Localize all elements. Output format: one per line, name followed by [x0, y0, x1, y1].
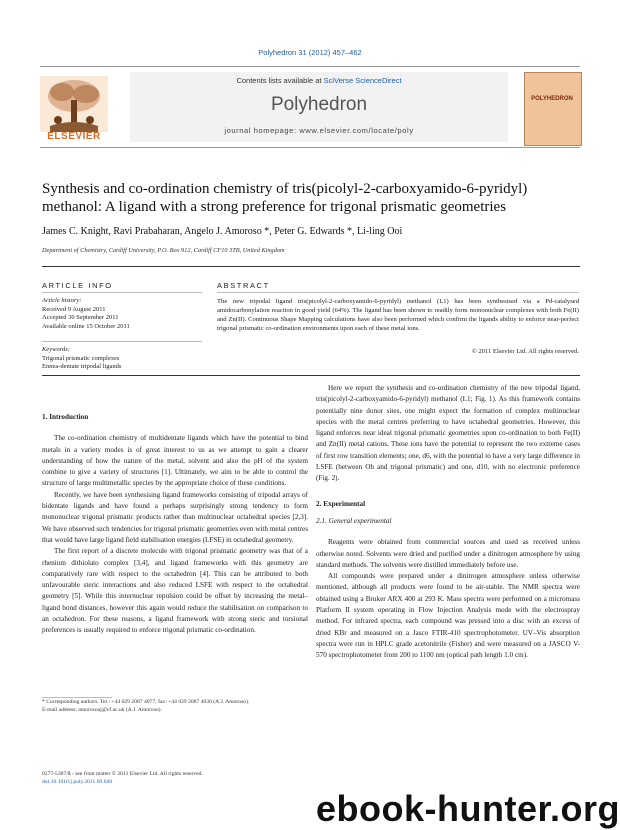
body-paragraph: The co-ordination chemistry of multidentate ligands which have the potential to bind metals in a variety modes is of great interest to us as we attempt to gain a clearer understanding of how the nature of the metal, solvent and also the pH of the system combine to give a variety of structures [1]. Ultimately, we aim to be able to control the structure of large multimetallic species by the appropriate choice of these conditions. — [42, 434, 308, 488]
general-experimental-subheading: 2.1. General experimental — [316, 516, 392, 525]
article-info-rule — [42, 292, 202, 293]
right-column — [316, 383, 580, 662]
body-paragraph: Here we report the synthesis and co-ordination chemistry of the new tripodal ligand, tris(picolyl-2-carboxyamido-6-pyridyl) methanol (L1; Fig. 1). As this framework contains potentially nine donor sites, one might expect the formation of complex multinuclear species with the metal centres preferring to have octahedral geometries. However, this ligand enforces near ideal trigonal prismatic geometries upon co-ordination to both Fe(II) and Zn(II) metal cations. These ions have the potential to represent the two extreme cases of first row transition elements; one, d6, with the potential to have a very large difference in LSFE (between Oh and trigonal prismatic) and one, d10, with no electronic preference (Fig. 2). — [316, 384, 580, 483]
issn-line: 0277-5387/$ - see front matter © 2011 Elsevier Ltd. All rights reserved. — [42, 771, 203, 777]
corresponding-author-note: * Corresponding authors. Tel.: +44 029 2087 4077; fax: +44 029 2087 4030 (A.J. Amoroso). — [42, 699, 250, 705]
contents-line — [130, 76, 508, 85]
body-paragraph: Reagents were obtained from commercial sources and used as received unless otherwise noted. Solvents were dried and purified under a dinitrogen atmosphere by using standard methods. The solvents were distilled immediately before use. — [316, 538, 580, 569]
abstract-rule — [217, 292, 579, 293]
keyword: Ennea-dentate tripodal ligands — [42, 363, 122, 371]
body-paragraph: The first report of a discrete molecule with trigonal prismatic geometry was that of a rhenium dithiolato complex [3,4], and ligand frameworks with this geometry are comparatively rare with respect to the octahedron [4]. This can be attributed to both unfavourable steric interactions and also reduced LSFE with respect to the octahedral geometry [5]. While this internuclear repulsion could be offset by increasing the metal–ligand bond distances, however this again would reduce the stabilisation on comparison to an octahedron. For these reasons, a ligand framework with strong steric and torsional preferences is usually required to enforce trigonal prismatic co-ordination. — [42, 547, 308, 635]
keywords-rule — [42, 341, 202, 342]
front-matter — [42, 770, 308, 786]
email-note: E-mail address: amorosoaj@cf.ac.uk (A.J. Amoroso). — [42, 707, 162, 713]
journal-title: Polyhedron — [270, 94, 368, 115]
experimental-heading: 2. Experimental — [316, 499, 366, 508]
journal-cover-thumbnail — [524, 72, 582, 146]
introduction-heading: 1. Introduction — [42, 413, 89, 421]
doi-link[interactable]: doi:10.1016/j.poly.2011.09.040 — [42, 779, 113, 785]
article-title: Synthesis and co-ordination chemistry of tris(picolyl-2-carboxyamido-6-pyridyl) methanol: A ligand with a strong preference for trigonal prismatic geometries — [42, 181, 528, 215]
accepted-date: Accepted 30 September 2011 — [42, 314, 119, 322]
online-date: Available online 15 October 2011 — [42, 322, 130, 330]
abstract-heading: ABSTRACT — [217, 281, 270, 290]
article-history — [42, 297, 202, 331]
abstract-copyright: © 2011 Elsevier Ltd. All rights reserved. — [471, 348, 579, 355]
abstract-text: The new tripodal ligand tris(picolyl-2-carboxyamido-6-pyridyl) methanol (L1) has been synthesised via a Pd-catalysed amidocarbonylation reaction in good yield (64%). The ligand has been shown to readily form mononuclear complexes with both Fe(II) and Zn(II). Continuous Shape Mapping calculations have also been performed which confirm the ligands ability to enforce near-perfect trigonal prismatic co-ordination environments upon each of these metal ions. — [217, 298, 579, 332]
received-date: Received 9 August 2011 — [42, 305, 106, 313]
journal-citation[interactable]: Polyhedron 31 (2012) 457–462 — [258, 48, 362, 57]
article-authors: James C. Knight, Ravi Prabaharan, Angelo J. Amoroso *, Peter G. Edwards *, Li-ling Ooi — [42, 226, 403, 237]
article-info-heading: ARTICLE INFO — [42, 281, 113, 290]
history-label: Article history: — [42, 297, 82, 304]
section-divider — [42, 375, 580, 376]
publisher-name: ELSEVIER — [47, 131, 101, 142]
contents-prefix: Contents lists available at — [236, 76, 324, 85]
footnotes — [42, 698, 308, 714]
journal-homepage[interactable]: journal homepage: www.elsevier.com/locate/poly — [224, 126, 414, 135]
article-affiliation: Department of Chemistry, Cardiff University, P.O. Box 912, Cardiff CF10 3TB, United Kingdom — [42, 247, 285, 254]
watermark: ebook-hunter.org — [316, 788, 620, 829]
body-paragraph: Recently, we have been synthesising ligand frameworks consisting of tripodal arrays of bidentate ligands and have found a perhaps surprisingly strong tendency to form mononuclear trigonal prismatic products rather than multinuclear octahedral species [2,3]. We have observed such tendencies for trigonal prismatic geometries even with metal centres that would have large ligand field stabilisation energies (LFSE) in octahedral geometry. — [42, 490, 308, 544]
keywords-label: Keywords: — [42, 346, 70, 353]
section-divider — [42, 266, 580, 267]
body-paragraph: All compounds were prepared under a dinitrogen atmosphere unless otherwise mentioned, although all products were found to be air-stable. The NMR spectra were obtained using a Bruker ARX 400 at 293 K. Mass spectra were performed on a micromass Platform II system operating in Flow Injection Analysis mode with the electrospray method. For infrared spectra, each compound was pressed into a disc with an excess of dried KBr and measured on a Jasco FTIR-410 spectrophotometer. UV–Vis absorption spectra were run in HPLC grade acetonitrile (Fisher) and were measured on a JASCO V-570 spectrophotometer from 200 to 1100 nm (optical path length 1.0 cm). — [316, 572, 580, 660]
keywords — [42, 346, 202, 372]
left-column — [42, 412, 308, 637]
keyword: Trigonal prismatic complexes — [42, 354, 120, 362]
sciencedirect-link[interactable]: SciVerse ScienceDirect — [323, 76, 402, 85]
journal-cover-title: POLYHEDRON — [531, 96, 573, 102]
